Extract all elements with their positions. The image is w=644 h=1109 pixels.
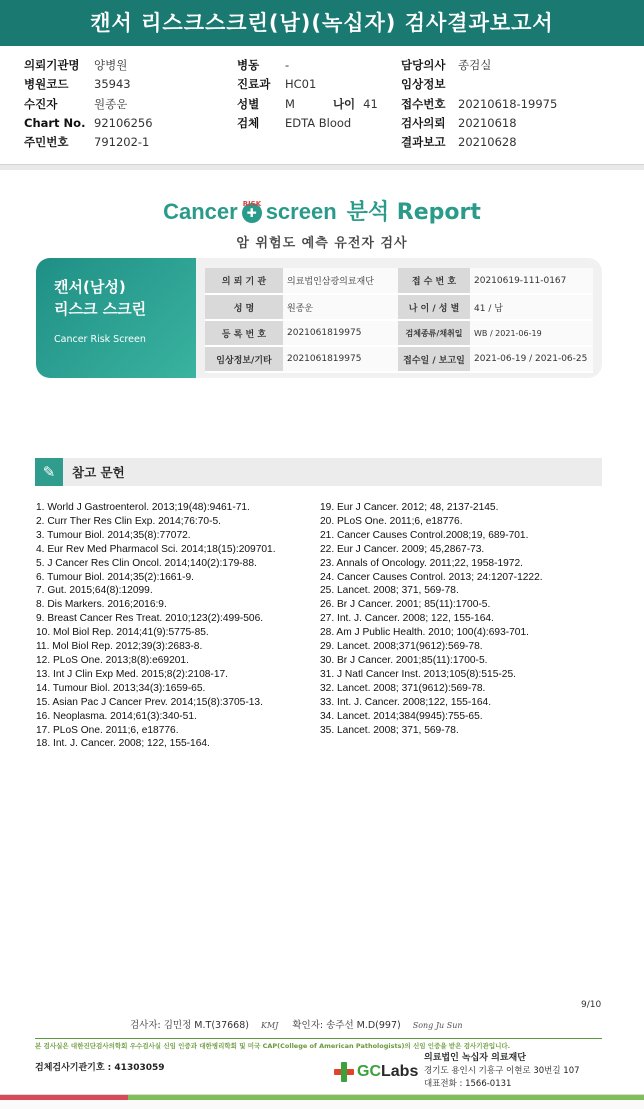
field-label: 검사의뢰 <box>401 115 446 130</box>
field-value: M <box>285 96 295 111</box>
field-value: HC01 <box>285 77 317 92</box>
gc-text: GC <box>357 1063 381 1080</box>
tester-name: 검사자: 김민정 M.T(37668) <box>130 1020 249 1031</box>
field-value: 종검실 <box>458 58 492 72</box>
reference-item: 34. Lancet. 2014;384(9945):755-65. <box>320 710 483 722</box>
field-label: 병동 <box>237 58 260 72</box>
field-value: 20210618 <box>458 115 517 130</box>
gc-labs-text <box>357 1060 418 1084</box>
confirmer-name: 확인자: 송주선 M.D(997) <box>292 1020 401 1031</box>
header-row-ward <box>237 56 378 75</box>
field-label: 성별 <box>237 96 260 111</box>
info-label: 의 뢰 기 관 <box>205 268 283 294</box>
field-label: 진료과 <box>237 77 271 92</box>
field-value: EDTA Blood <box>285 115 352 130</box>
header-column-1 <box>24 56 153 152</box>
info-value: 41 / 남 <box>470 294 593 320</box>
reference-item: 33. Int. J. Cancer. 2008;122, 155-164. <box>320 696 492 708</box>
table-row <box>205 268 593 294</box>
reference-item: 15. Asian Pac J Cancer Prev. 2014;15(8):3705-13. <box>36 696 263 708</box>
badge-title-en: Cancer Risk Screen <box>54 334 146 345</box>
reference-item: 18. Int. J. Cancer. 2008; 122, 155-164. <box>36 738 210 750</box>
reference-item: 7. Gut. 2015;64(8):12099. <box>36 585 153 597</box>
field-label: 수진자 <box>24 96 58 111</box>
age-value: 41 <box>363 96 378 111</box>
info-value: 의료법인삼광의료재단 <box>283 268 398 294</box>
brand-logo <box>0 195 644 226</box>
header-column-2 <box>237 56 378 133</box>
info-value: 2021061819975 <box>283 346 398 372</box>
reference-item: 11. Mol Biol Rep. 2012;39(3):2683-8. <box>36 641 203 653</box>
field-label: 검체 <box>237 115 260 130</box>
info-value: 2021-06-19 / 2021-06-25 <box>470 346 593 372</box>
reference-item: 14. Tumour Biol. 2013;34(3):1659-65. <box>36 682 206 694</box>
report-subtitle: 암 위험도 예측 유전자 검사 <box>236 236 408 251</box>
reference-item: 30. Br J Cancer. 2001;85(11):1700-5. <box>320 654 488 666</box>
reference-item: 32. Lancet. 2008; 371(9612):569-78. <box>320 682 486 694</box>
gc-cross-icon <box>334 1062 354 1082</box>
table-row <box>205 320 593 346</box>
badge-title-line2: 리스크 스크린 <box>54 300 147 318</box>
reference-item: 28. Am J Public Health. 2010; 100(4):693-701. <box>320 627 529 639</box>
info-label: 검체종류/채취일 <box>398 320 470 346</box>
info-value: 20210619-111-0167 <box>470 268 593 294</box>
field-label: 임상정보 <box>401 77 446 92</box>
badge-title-line1: 캔서(남성) <box>54 278 126 296</box>
notice-divider <box>35 1038 602 1039</box>
header-row-institution <box>24 56 153 75</box>
info-value: 2021061819975 <box>283 320 398 346</box>
header-row-doctor <box>401 56 557 75</box>
header-row-sex-age <box>237 95 378 114</box>
references-list-right <box>320 501 543 737</box>
accreditation-notice: 본 검사실은 대한진단검사의학회 우수검사실 신임 인증과 대한병리학회 및 미국 CAP(College of American Pathologists)의 신임 인증을 받은 검사기관입니다. <box>35 1042 511 1050</box>
reference-item: 13. Int J Clin Exp Med. 2015;8(2):2108-17. <box>36 668 228 680</box>
info-label: 접수일 / 보고일 <box>398 346 470 372</box>
reference-item: 22. Eur J Cancer. 2009; 45,2867-73. <box>320 543 485 555</box>
footer-bar-red <box>0 1095 128 1100</box>
reference-item: 24. Cancer Causes Control. 2013; 24:1207-1222. <box>320 571 543 583</box>
book-icon: ✎ <box>35 458 63 486</box>
header-row-report-date <box>401 133 557 152</box>
field-value: 양병원 <box>94 58 128 72</box>
info-label: 성 명 <box>205 294 283 320</box>
brand-report-text: 분석 Report <box>346 200 481 225</box>
report-title: 캔서 리스크스크린(남)(녹십자) 검사결과보고서 <box>0 0 644 46</box>
field-label: 의뢰기관명 <box>24 58 80 72</box>
reference-item: 3. Tumour Biol. 2014;35(8):77072. <box>36 529 191 541</box>
lab-info <box>424 1052 580 1091</box>
reference-item: 31. J Natl Cancer Inst. 2013;105(8):515-25. <box>320 668 516 680</box>
reference-item: 2. Curr Ther Res Clin Exp. 2014;76:70-5. <box>36 515 221 527</box>
field-value: 92106256 <box>94 115 153 130</box>
field-label: 결과보고 <box>401 135 446 150</box>
brand-cancer-text: Cancer <box>163 199 238 224</box>
field-value: 35943 <box>94 77 131 92</box>
info-label: 임상정보/기타 <box>205 346 283 372</box>
test-badge <box>36 258 196 378</box>
reference-item: 1. World J Gastroenterol. 2013;19(48):9461-71. <box>36 502 250 513</box>
field-value: 원종운 <box>94 96 128 111</box>
confirmer-signature: Song Ju Sun <box>412 1021 463 1030</box>
field-value: 20210618-19975 <box>458 96 558 111</box>
info-value: WB / 2021-06-19 <box>470 320 593 346</box>
patient-info-table <box>205 268 593 373</box>
field-value: - <box>285 58 290 72</box>
dna-icon: RISK ✚ <box>242 203 262 223</box>
table-row <box>205 346 593 372</box>
info-label: 나 이 / 성 별 <box>398 294 470 320</box>
reference-item: 26. Br J Cancer. 2001; 85(11):1700-5. <box>320 599 491 611</box>
institution-code: 검체검사기관기호 : 41303059 <box>35 1063 165 1073</box>
table-row <box>205 294 593 320</box>
reference-item: 23. Annals of Oncology. 2011;22, 1958-1972. <box>320 557 523 569</box>
info-label: 등 록 번 호 <box>205 320 283 346</box>
header-row-specimen <box>237 114 378 133</box>
reference-item: 10. Mol Biol Rep. 2014;41(9):5775-85. <box>36 627 209 639</box>
reference-item: 35. Lancet. 2008; 371, 569-78. <box>320 724 459 736</box>
footer-bar-green <box>128 1095 644 1100</box>
info-value: 원종운 <box>283 294 398 320</box>
header-row-department <box>237 75 378 94</box>
info-label: 접 수 번 호 <box>398 268 470 294</box>
references-title: 참고 문헌 <box>72 465 125 480</box>
references-list-left <box>36 501 276 751</box>
labs-text: Labs <box>381 1063 419 1080</box>
reference-item: 8. Dis Markers. 2016;2016:9. <box>36 599 167 611</box>
header-row-receipt-no <box>401 95 557 114</box>
header-row-request-date <box>401 114 557 133</box>
field-value: 791202-1 <box>94 135 150 150</box>
reference-item: 16. Neoplasma. 2014;61(3):340-51. <box>36 710 197 722</box>
reference-item: 9. Breast Cancer Res Treat. 2010;123(2):499-506. <box>36 613 264 625</box>
reference-item: 20. PLoS One. 2011;6, e18776. <box>320 515 463 527</box>
reference-item: 27. Int. J. Cancer. 2008; 122, 155-164. <box>320 613 494 625</box>
field-label: 담당의사 <box>401 58 446 72</box>
reference-item: 19. Eur J Cancer. 2012; 48, 2137-2145. <box>320 502 499 513</box>
header-row-patient <box>24 95 153 114</box>
reference-item: 12. PLoS One. 2013;8(8):e69201. <box>36 654 189 666</box>
reference-item: 21. Cancer Causes Control.2008;19, 689-701. <box>320 529 529 541</box>
field-label: 주민번호 <box>24 135 69 150</box>
section-divider <box>0 164 644 170</box>
header-row-resident-no <box>24 133 153 152</box>
brand-risk-text: RISK <box>242 200 262 208</box>
lab-address: 경기도 용인시 기흥구 이현로 30번길 107 <box>424 1066 580 1076</box>
header-row-chart-no <box>24 114 153 133</box>
reference-item: 6. Tumour Biol. 2014;35(2):1661-9. <box>36 571 195 583</box>
brand-screen-text: screen <box>265 199 337 224</box>
header-row-clinical-info <box>401 75 557 94</box>
tester-signature: KMJ <box>260 1021 279 1030</box>
lab-phone: 대표전화 : 1566-0131 <box>424 1079 512 1089</box>
reference-item: 4. Eur Rev Med Pharmacol Sci. 2014;18(15):209701. <box>36 543 276 555</box>
signers <box>130 1017 477 1031</box>
footer-color-bar <box>0 1094 644 1109</box>
page-number: 9/10 <box>581 1000 602 1010</box>
lab-name: 의료법인 녹십자 의료재단 <box>424 1053 526 1063</box>
age-label: 나이 <box>332 96 356 111</box>
field-label: Chart No. <box>24 115 86 130</box>
gc-labs-logo <box>334 1060 418 1084</box>
reference-item: 25. Lancet. 2008; 371, 569-78. <box>320 585 459 597</box>
reference-item: 17. PLoS One. 2011;6, e18776. <box>36 724 179 736</box>
field-label: 접수번호 <box>401 96 446 111</box>
reference-item: 29. Lancet. 2008;371(9612):569-78. <box>320 641 483 653</box>
field-label: 병원코드 <box>24 77 69 92</box>
header-row-hospital-code <box>24 75 153 94</box>
header-column-3 <box>401 56 557 152</box>
field-value: 20210628 <box>458 135 517 150</box>
reference-item: 5. J Cancer Res Clin Oncol. 2014;140(2):179-88. <box>36 557 257 569</box>
